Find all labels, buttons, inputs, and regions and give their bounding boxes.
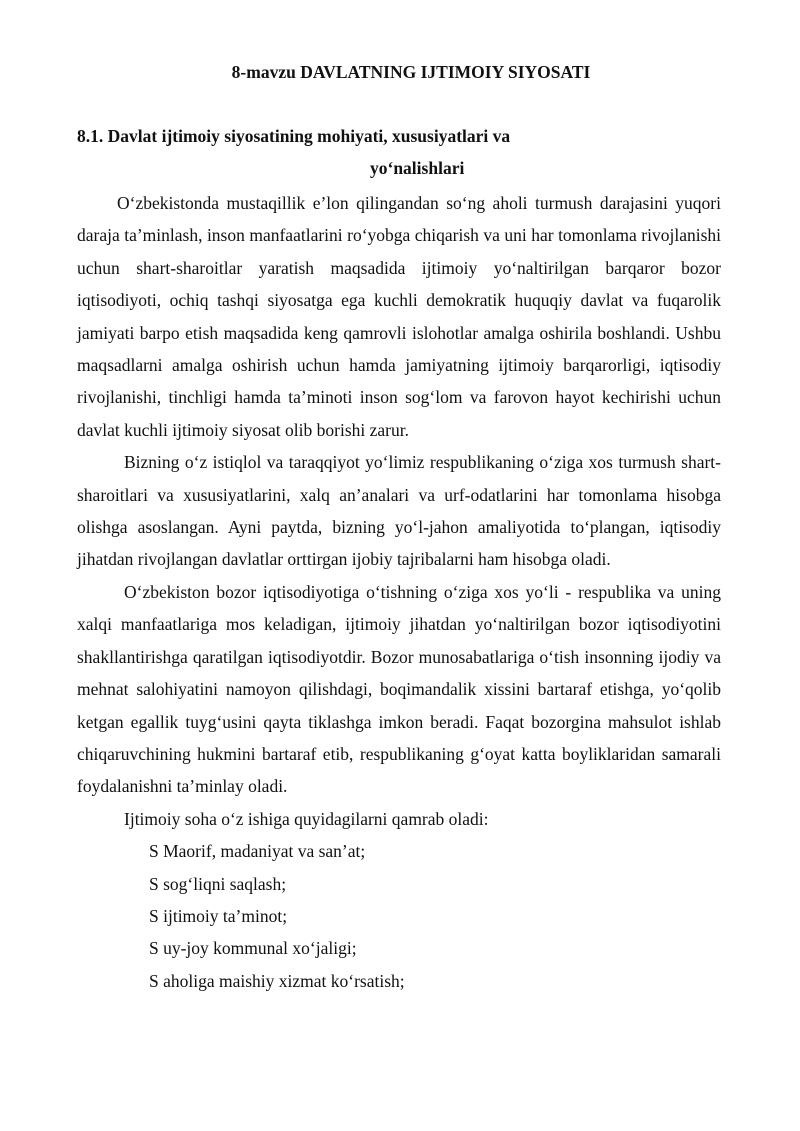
list-intro: Ijtimoiy soha o‘z ishiga quyidagilarni qamrab oladi: bbox=[124, 808, 489, 829]
list-item: S aholiga maishiy xizmat ko‘rsatish; bbox=[149, 970, 405, 991]
document-title: 8-mavzu DAVLATNING IJTIMOIY SIYOSATI bbox=[231, 62, 591, 82]
list-item: S sog‘liqni saqlash; bbox=[149, 873, 287, 894]
paragraph-2: Bizning o‘z istiqlol va taraqqiyot yo‘limiz respublikaning o‘ziga xos turmush shart-sharoitlari va xususiyatlarini, xalq an’analari va urf-odatlarini har tomonlama hisobga olishga asoslangan. Ayni paytda, bizning yo‘l-jahon amaliyotida to‘plangan, iqtisodiy jihatdan rivojlangan davlatlar orttirgan ijobiy tajribalarni ham hisobga oladi. bbox=[77, 452, 721, 570]
paragraph-3: O‘zbekiston bozor iqtisodiyotiga o‘tishning o‘ziga xos yo‘li - respublika va uning xalqi manfaatlariga mos keladigan, ijtimoiy jihatdan yo‘naltirilgan bozor iqtisodiyotini shakllantirishga qaratilgan iqtisodiyotdir. Bozor munosabatlariga o‘tish insonning ijodiy va mehnat salohiyatini namoyon qilishdagi, boqimandalik xissini bartaraf etishga, yo‘qolib ketgan egallik tuyg‘usini qayta tiklashga imkon beradi. Faqat bozorgina mahsulot ishlab chiqaruvchining hukmini bartaraf etib, respublikaning g‘oyat katta boyliklaridan samarali foydalanishni ta’minlay oladi. bbox=[77, 581, 721, 797]
paragraph-1: O‘zbekistonda mustaqillik e’lon qilingandan so‘ng aholi turmush darajasini yuqori daraja ta’minlash, inson manfaatlarini ro‘yobga chiqarish va uni har tomonlama rivojlanishi uchun shart-sharoitlar yaratish maqsadida ijtimoiy yo‘naltirilgan barqaror bozor iqtisodiyoti, ochiq tashqi siyosatga ega kuchli demokratik huquqiy davlat va fuqarolik jamiyati barpo etish maqsadida keng qamrovli islohotlar amalga oshirila boshlandi. Ushbu maqsadlarni amalga oshirish uchun hamda jamiyatning ijtimoiy barqarorligi, iqtisodiy rivojlanishi, tinchligi hamda ta’minoti inson sog‘lom va farovon hayot kechirishi uchun davlat kuchli ijtimoiy siyosat olib borishi zarur. bbox=[77, 193, 721, 440]
section-heading-line-1: 8.1. Davlat ijtimoiy siyosatining mohiyati, xususiyatlari va bbox=[77, 126, 511, 146]
social-sphere-list bbox=[77, 835, 721, 997]
list-item: S ijtimoiy ta’minot; bbox=[149, 905, 288, 926]
section-heading-line-2: yo‘nalishlari bbox=[370, 158, 465, 178]
list-item: S uy-joy kommunal xo‘jaligi; bbox=[149, 938, 357, 959]
list-item: S Maorif, madaniyat va san’at; bbox=[149, 841, 366, 862]
document-body bbox=[77, 187, 721, 997]
